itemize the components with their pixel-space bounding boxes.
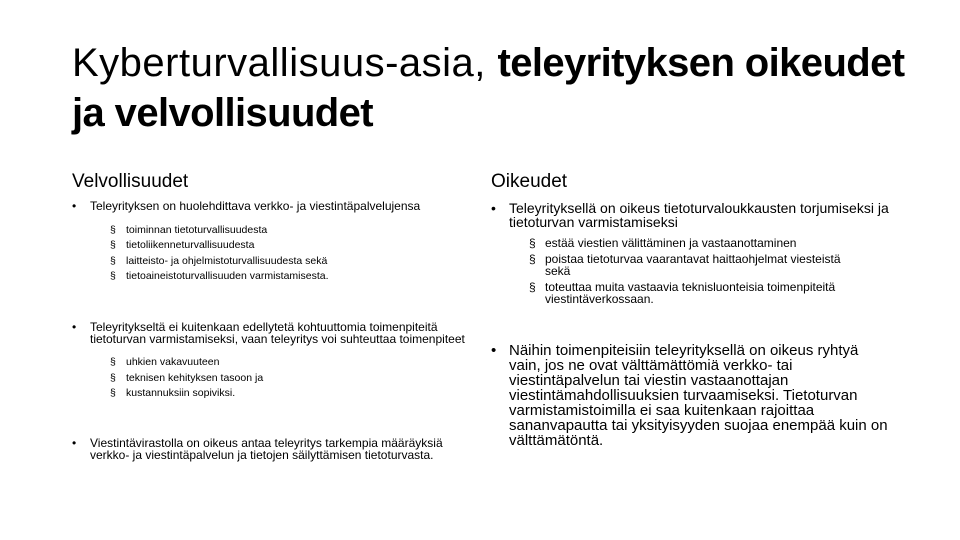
right-bullet-group-1 bbox=[491, 201, 889, 309]
right-sublist-1 bbox=[529, 237, 889, 305]
list-item: § teknisen kehityksen tasoon ja bbox=[110, 371, 466, 387]
list-item: § toiminnan tietoturvallisuudesta bbox=[110, 223, 466, 239]
list-item: § laitteisto- ja ohjelmistoturvallisuudesta sekä bbox=[110, 254, 466, 270]
list-item: § tietoliikenneturvallisuudesta bbox=[110, 238, 466, 254]
title-part-regular: Kyberturvallisuus-asia, bbox=[72, 41, 498, 85]
right-bullet-group-2 bbox=[491, 343, 893, 448]
list-item: § poistaa tietoturvaa vaarantavat haittaohjelmat viesteistä sekä bbox=[529, 253, 865, 277]
left-bullet-group-3 bbox=[72, 438, 466, 461]
left-bullet-1: • Teleyrityksen on huolehdittava verkko- ja viestintäpalvelujensa bbox=[72, 201, 466, 213]
slide-title bbox=[72, 38, 932, 138]
right-bullet-1: • Teleyrityksellä on oikeus tietoturvaloukkausten torjumiseksi ja tietoturvan varmistamiseksi bbox=[491, 201, 889, 229]
left-bullet-3: • Viestintävirastolla on oikeus antaa teleyritys tarkempia määräyksiä verkko- ja viestintäpalvelun ja tietojen säilyttämisen tietoturvasta. bbox=[72, 438, 466, 461]
title-part-bold: teleyrityksen oikeudet ja velvollisuudet bbox=[72, 41, 905, 135]
left-sublist-1 bbox=[110, 223, 466, 285]
right-column-heading: Oikeudet bbox=[491, 171, 568, 192]
list-item: § toteuttaa muita vastaavia teknisluonteisia toimenpiteitä viestintäverkossaan. bbox=[529, 281, 865, 305]
list-item: § kustannuksiin sopiviksi. bbox=[110, 386, 466, 402]
left-bullet-2: • Teleyritykseltä ei kuitenkaan edellytetä kohtuuttomia toimenpiteitä tietoturvan varmistamiseksi, vaan teleyritys voi suhteuttaa toimenpiteet bbox=[72, 322, 466, 345]
left-sublist-2 bbox=[110, 355, 466, 402]
list-item: § uhkien vakavuuteen bbox=[110, 355, 466, 371]
list-item: § tietoaineistoturvallisuuden varmistamisesta. bbox=[110, 269, 466, 285]
list-item: § estää viestien välittäminen ja vastaanottaminen bbox=[529, 237, 865, 249]
left-column-heading: Velvollisuudet bbox=[72, 171, 189, 192]
left-bullet-group-2 bbox=[72, 322, 466, 402]
left-bullet-group-1 bbox=[72, 201, 466, 285]
right-bullet-2: • Näihin toimenpiteisiin teleyrityksellä on oikeus ryhtyä vain, jos ne ovat välttämättömiä verkko- tai viestintäpalvelun tai viestin vastaanottajan viestintämahdollisuuksien turvaamiseksi. Tietoturvan varmistamistoimilla ei saa kuitenkaan rajoittaa sananvapautta tai yksityisyyden suojaa enempää kuin on välttämätöntä. bbox=[491, 343, 893, 448]
